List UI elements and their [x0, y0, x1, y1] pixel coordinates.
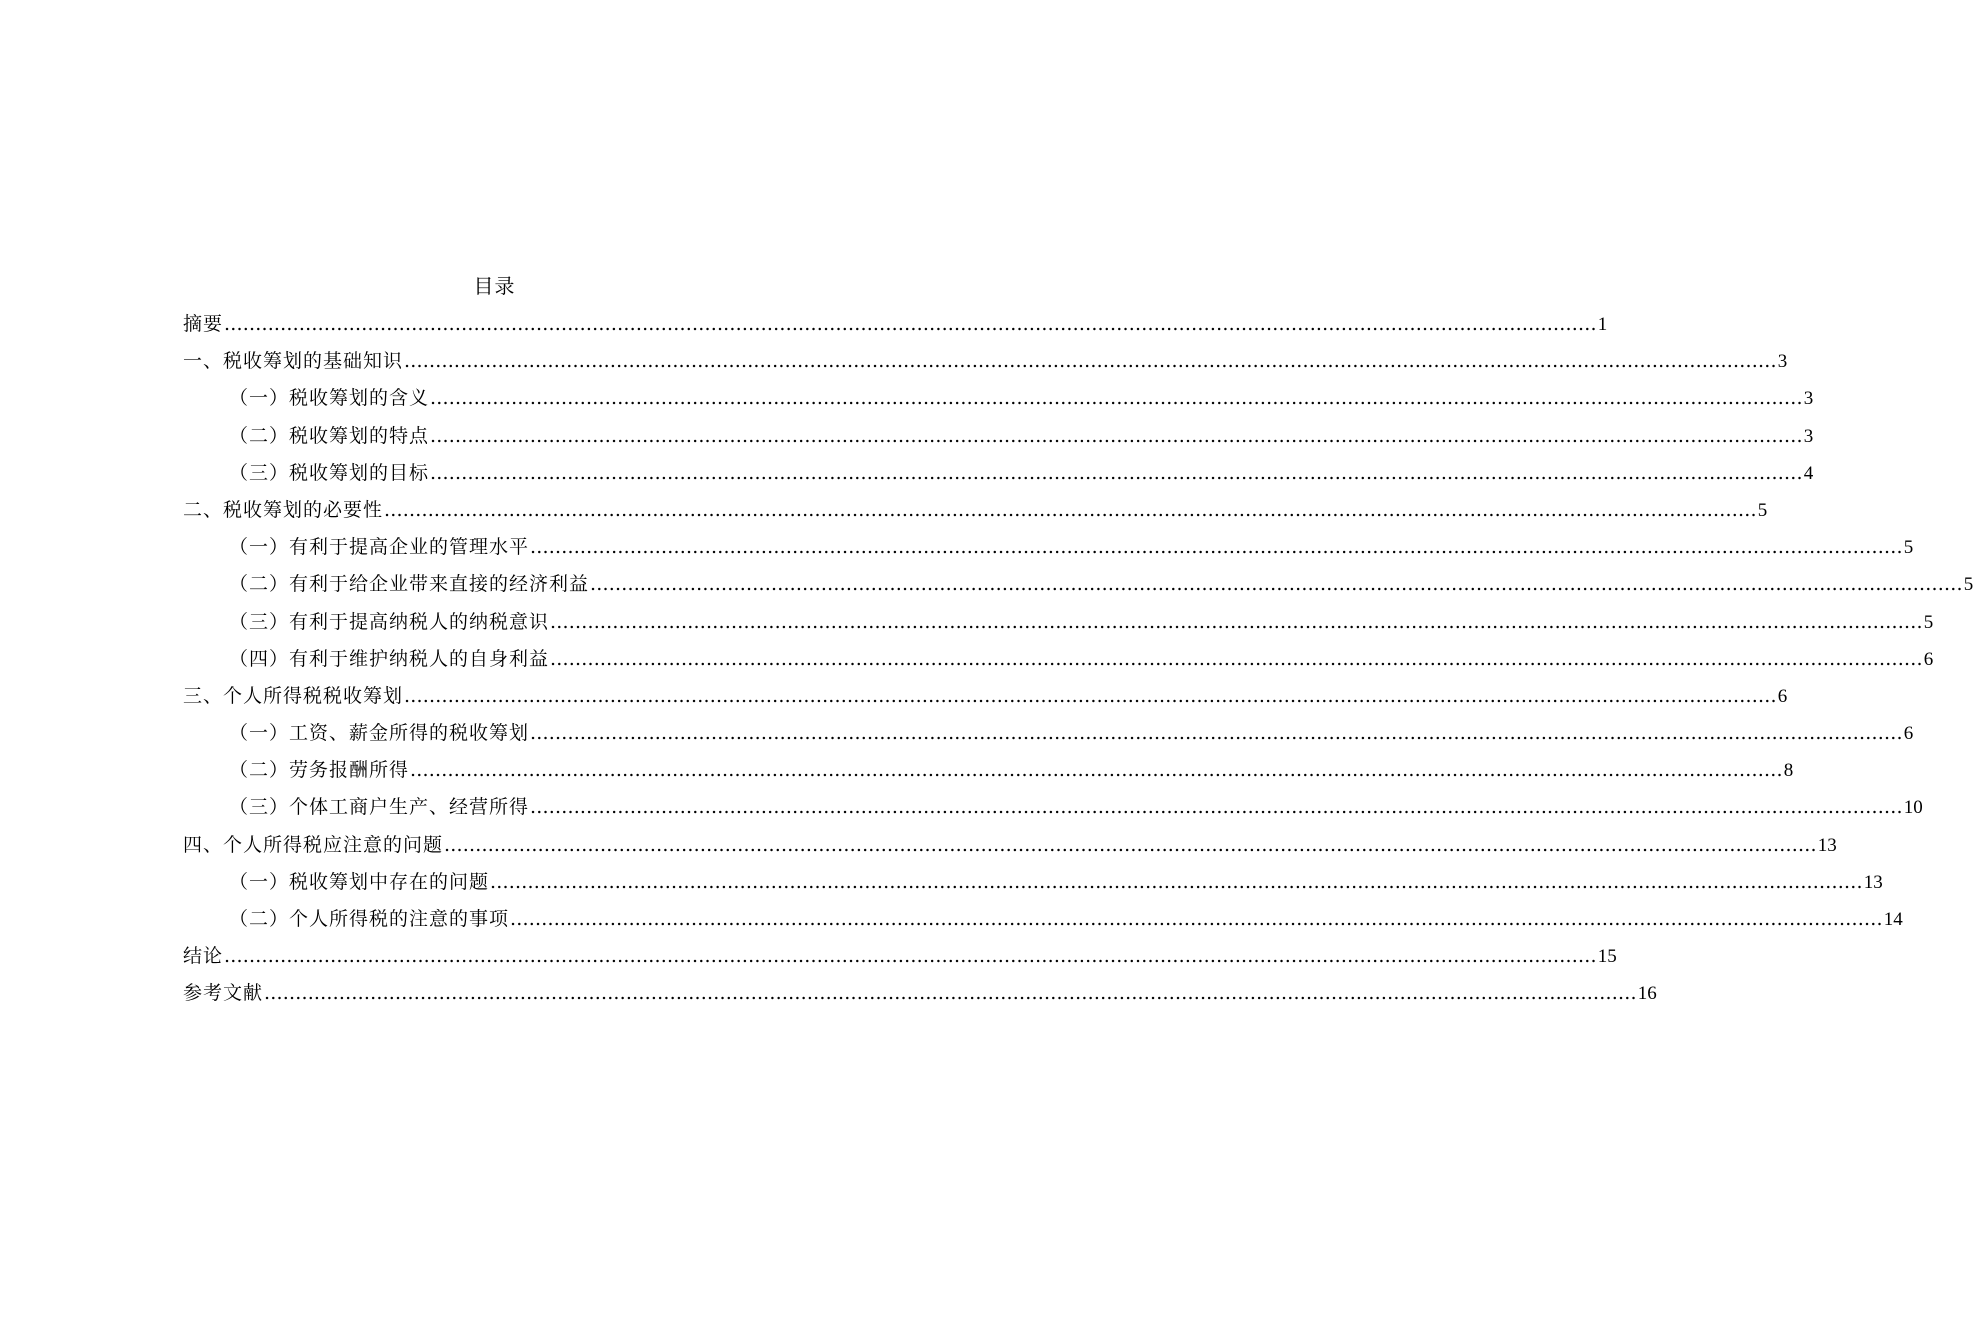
dot-leader: ............................................................................................................................................................................................................................: [430, 424, 1803, 447]
dot-leader: ............................................................................................................................................................................................................................: [530, 796, 1903, 819]
toc-entry-page-number: 8: [1783, 760, 1794, 782]
toc-entry[interactable]: [183, 975, 1657, 1012]
toc-entry[interactable]: [183, 864, 1883, 901]
toc-entry-page-number: 5: [1923, 611, 1934, 633]
table-of-contents: [183, 268, 1973, 1013]
dot-leader: ............................................................................................................................................................................................................................: [590, 573, 1963, 596]
toc-entry-label: 摘要: [183, 313, 224, 335]
toc-entry[interactable]: [183, 641, 1934, 678]
toc-entry[interactable]: [183, 455, 1814, 492]
toc-entry[interactable]: [183, 789, 1923, 826]
toc-entry[interactable]: [183, 529, 1914, 566]
dot-leader: ............................................................................................................................................................................................................................: [410, 759, 1783, 782]
dot-leader: ............................................................................................................................................................................................................................: [530, 722, 1903, 745]
toc-entry-label: （一）税收筹划的含义: [229, 387, 430, 410]
dot-leader: ............................................................................................................................................................................................................................: [430, 461, 1803, 484]
toc-entry-page-number: 13: [1863, 871, 1883, 893]
toc-entry-page-number: 6: [1777, 685, 1788, 707]
dot-leader: ............................................................................................................................................................................................................................: [530, 536, 1903, 559]
dot-leader: ............................................................................................................................................................................................................................: [444, 833, 1817, 856]
toc-entry[interactable]: [183, 604, 1934, 641]
toc-entry[interactable]: [183, 827, 1837, 864]
toc-entry[interactable]: [183, 752, 1794, 789]
toc-entry-label: 二、税收筹划的必要性: [183, 498, 384, 521]
toc-entry[interactable]: [183, 938, 1617, 975]
toc-entry-label: （一）工资、薪金所得的税收筹划: [229, 722, 530, 745]
toc-entry-label: （四）有利于维护纳税人的自身利益: [229, 647, 550, 670]
toc-entry-page-number: 6: [1923, 648, 1934, 670]
dot-leader: ............................................................................................................................................................................................................................: [384, 498, 1757, 521]
toc-entry[interactable]: [183, 566, 1973, 603]
toc-title: 目录: [473, 274, 516, 298]
toc-entry-page-number: 14: [1883, 909, 1903, 930]
toc-entry-label: （二）税收筹划的特点: [229, 424, 430, 447]
toc-entry[interactable]: [183, 380, 1814, 417]
dot-leader: ............................................................................................................................................................................................................................: [550, 647, 1923, 670]
dot-leader: ............................................................................................................................................................................................................................: [404, 684, 1777, 707]
dot-leader: ............................................................................................................................................................................................................................: [224, 313, 1597, 335]
toc-entry-label: 三、个人所得税税收筹划: [183, 684, 404, 707]
toc-entry-page-number: 3: [1803, 388, 1814, 410]
toc-entry[interactable]: [183, 418, 1814, 455]
toc-entry-label: 一、税收筹划的基础知识: [183, 350, 404, 373]
dot-leader: ............................................................................................................................................................................................................................: [550, 610, 1923, 633]
dot-leader: ............................................................................................................................................................................................................................: [404, 350, 1777, 373]
toc-entry-page-number: 10: [1903, 797, 1923, 819]
toc-list: [183, 306, 1973, 1013]
toc-entry[interactable]: [183, 306, 1608, 343]
toc-entry-label: （三）个体工商户生产、经营所得: [229, 796, 530, 819]
toc-entry-page-number: 16: [1637, 983, 1657, 1005]
dot-leader: ............................................................................................................................................................................................................................: [490, 870, 1863, 893]
toc-entry-label: （三）税收筹划的目标: [229, 461, 430, 484]
dot-leader: ............................................................................................................................................................................................................................: [510, 908, 1883, 930]
dot-leader: ............................................................................................................................................................................................................................: [430, 387, 1803, 410]
toc-entry-label: （一）税收筹划中存在的问题: [229, 870, 490, 893]
dot-leader: ............................................................................................................................................................................................................................: [224, 945, 1597, 968]
toc-entry[interactable]: [183, 343, 1788, 380]
toc-entry-label: 四、个人所得税应注意的问题: [183, 833, 444, 856]
toc-entry-label: （二）个人所得税的注意的事项: [229, 908, 510, 930]
toc-entry-label: （三）有利于提高纳税人的纳税意识: [229, 610, 550, 633]
toc-entry-page-number: 5: [1757, 499, 1768, 521]
toc-entry-page-number: 6: [1903, 723, 1914, 745]
toc-entry[interactable]: [183, 901, 1903, 938]
toc-entry-label: 结论: [183, 945, 224, 968]
toc-entry-label: 参考文献: [183, 982, 264, 1005]
toc-entry[interactable]: [183, 715, 1914, 752]
toc-entry[interactable]: [183, 492, 1768, 529]
toc-entry-label: （二）有利于给企业带来直接的经济利益: [229, 573, 590, 596]
toc-entry-page-number: 1: [1597, 314, 1608, 335]
dot-leader: ............................................................................................................................................................................................................................: [264, 982, 1637, 1005]
toc-entry-page-number: 15: [1597, 946, 1617, 968]
toc-entry-page-number: 5: [1963, 574, 1973, 596]
toc-entry[interactable]: [183, 678, 1788, 715]
toc-entry-page-number: 13: [1817, 834, 1837, 856]
toc-entry-page-number: 4: [1803, 462, 1814, 484]
toc-entry-page-number: 3: [1777, 351, 1788, 373]
toc-entry-page-number: 3: [1803, 425, 1814, 447]
toc-entry-label: （一）有利于提高企业的管理水平: [229, 536, 530, 559]
toc-entry-label: （二）劳务报酬所得: [229, 759, 410, 782]
toc-entry-page-number: 5: [1903, 537, 1914, 559]
